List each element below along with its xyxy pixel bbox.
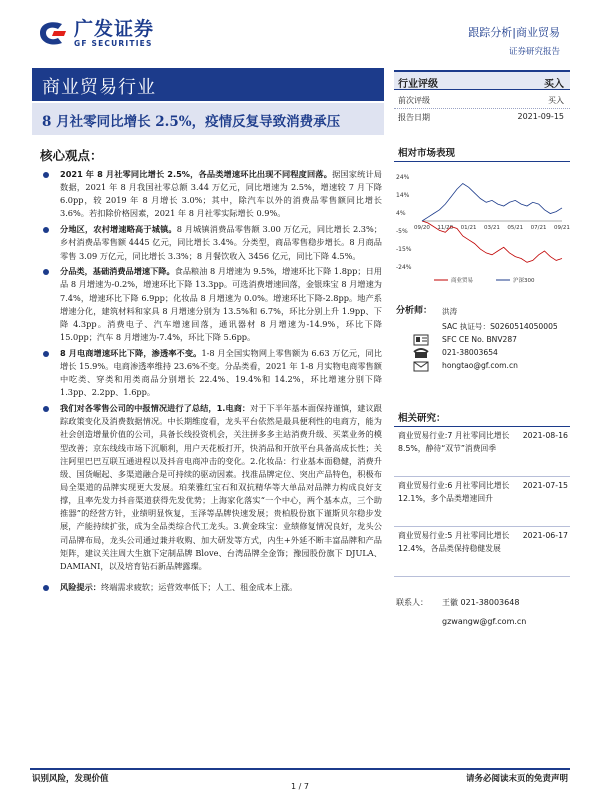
related-research-item[interactable] <box>394 527 570 577</box>
chart-svg <box>394 168 570 290</box>
bullet-lead: 8 月电商增速环比下降，渗透率不变。 <box>60 347 202 358</box>
contact-label: 联系人： <box>396 598 428 607</box>
related-research-item[interactable] <box>394 477 570 527</box>
logo-en: GF SECURITIES <box>74 38 153 48</box>
report-type-tags: 跟踪分析|商业贸易 <box>468 26 560 39</box>
y-tick-label: 14% <box>396 192 410 199</box>
bullet-item <box>38 581 382 594</box>
logo-cn: 广发证券 <box>74 17 155 40</box>
analyst-phone-row <box>394 346 570 359</box>
series-line-1 <box>422 184 562 222</box>
industry-banner <box>32 68 384 101</box>
bullet-text: 8 月城镇消费品零售额 3.00 万亿元，同比增长 2.3%；乡村消费品零售额 4445 亿元，同比增长 3.4%。分类型，商品零售稳步增长。8 月商品零售 3.09 万亿元，同比增长 3.3%；8 月餐饮收入 3456 亿元，同比下降 4.5%。 <box>60 224 382 261</box>
x-tick-label: 09/20 <box>414 225 430 231</box>
bullet-item <box>38 223 382 262</box>
analyst-name-row <box>394 305 570 320</box>
bullet-text: 食品粮油 8 月增速为 9.5%，增速环比下降 1.8pp；日用品 8 月增速为-0.2%，增速环比下降 13.3pp。可选消费增速回落，金银珠宝 8 月增速为 7.4%，增速环比下降 6.9pp；化妆品 8 月增速为 0.0%。增速环比下降-2.8pp。地产系增速分化，建筑材料和家具 8 月增速分别为 13.5%和 6.7%，环比分别上升 1.9pp、下降 4.3pp。消费电子、汽车增速回落，通讯器材 8 月增速为-14.9%，环比下降 15.0pp；汽车 8 月增速为-7.4%，环比下降 5.6pp。 <box>60 266 382 343</box>
bullet-text: 据国家统计局数据，2021 年 8 月我国社零总额 3.44 万亿元，同比增速为 2.5%，增速较 7 月下降 6.0pp，较 2019 年 8 月增长 3.0%；其中，除汽车以外的消费品零售额同比增长 3.6%。若扣除价格因素，2021 年 8 月社零实际增长 0.9%。 <box>60 169 382 219</box>
rating-label: 行业评级 <box>398 79 438 90</box>
related-research-table <box>394 426 570 577</box>
bullet-dot-icon <box>43 269 49 275</box>
bullet-lead: 风险提示： <box>60 582 101 593</box>
bullet-dot-icon <box>43 406 49 412</box>
x-tick-label: 01/21 <box>460 225 477 231</box>
bullet-dot-icon <box>43 172 49 178</box>
related-research-text: 商业贸易行业:5 月社零同比增长 12.4%，各品类保持稳健发展 <box>398 531 510 553</box>
contact-phone: 王徽 021-38003648 <box>442 598 520 607</box>
bullet-lead: 2021 年 8 月社零同比增长 2.5%，各品类增速环比出现不同程度回落。 <box>60 169 333 179</box>
contact-block <box>394 593 570 631</box>
analyst-email-row <box>394 359 570 372</box>
core-views-list <box>38 168 382 597</box>
bullet-item <box>38 347 382 400</box>
header-right <box>468 24 560 57</box>
legend-label: 商业贸易 <box>451 278 474 284</box>
bullet-item <box>38 402 382 573</box>
rating-value: 买入 <box>544 79 564 90</box>
y-tick-label: -15% <box>396 246 412 253</box>
analyst-name: 洪涛 <box>442 307 458 316</box>
bullet-dot-icon <box>43 585 49 591</box>
legend-label: 沪深300 <box>513 278 535 284</box>
company-logo <box>36 18 154 48</box>
analyst-block <box>394 305 570 372</box>
analyst-sac-row <box>394 320 570 333</box>
chart-title: 相对市场表现 <box>394 145 570 162</box>
rating-header <box>394 70 570 90</box>
x-tick-label: 07/21 <box>530 225 547 231</box>
bullet-dot-icon <box>43 227 49 233</box>
y-tick-label: 4% <box>396 210 406 217</box>
x-tick-label: 11/20 <box>437 225 454 231</box>
footer-slogan: 识别风险，发现价值 <box>32 774 109 784</box>
y-tick-label: -5% <box>396 228 408 235</box>
contact-email[interactable]: gzwangw@gf.com.cn <box>442 617 527 626</box>
analyst-label: 分析师： <box>396 306 433 316</box>
footer-divider <box>30 768 570 770</box>
related-research-text: 商业贸易行业:7 月社零同比增长 8.5%，静待“双节”消费回季 <box>398 431 510 453</box>
page-number: 1 / 7 <box>291 782 309 791</box>
id-card-icon <box>413 334 429 346</box>
report-date-value: 2021-09-15 <box>517 112 564 121</box>
analyst-sfc: SFC CE No. BNV287 <box>442 335 518 344</box>
report-headline: 8 月社零同比增长 2.5%，疫情反复导致消费承压 <box>42 114 341 130</box>
headline-banner <box>32 103 384 135</box>
footer-disclaimer: 请务必阅读末页的免责声明 <box>465 774 568 784</box>
previous-rating-label: 前次评级 <box>398 96 430 105</box>
bullet-dot-icon <box>43 351 49 357</box>
related-research-date: 2021-07-15 <box>522 481 568 490</box>
bullet-text: 对于下半年基本面保持谨慎，建议跟踪政策变化及消费数据情况。中长期维度看，龙头平台依然是最具便利性的电商方，能为社会创造增量价值的公司，具备长线投资机会，关注拼多多主站消费升级、买菜业务的模型改善；京东线线市场下沉顺利，用户天花板打开，快消品和开放平台具备高成长性；关注阿里巴巴互联互通进程以及抖音电商冲击的变化。2.化妆品：行业基本面稳健，消费升级、国货崛起、多渠道融合是可持续的驱动因素。找准品牌定位、突出产品特色，积极布局全渠道的品牌实现更大发展。珀莱雅红宝石和双抗精华等大单品对品牌力构成良好支撑，且率先发力抖音渠道获得先发优势；上海家化落实“一个中心，两个基本点，三个助推器”的经营方针，业绩明显恢复，玉泽等品牌快速发展；贵柏股份旗下谨斯贝尔稳步发展，产能持续扩张，成为全品类综合代工龙头。3.黄金珠宝：业绩修复情况良好，龙头公司品牌布局，龙头公司通过兼并收购、加大研发等方式，内生+外延不断丰富品牌和产品矩阵，建议关注周大生旗下定制品牌 Blove、台湾品牌全金饰；豫园股份旗下 DJULA、DAMIANI，以及培育钻石新品牌露璨。 <box>60 403 382 571</box>
analyst-sfc-row <box>394 333 570 346</box>
analyst-sac: SAC 执证号：S0260514050005 <box>442 322 558 331</box>
related-research-text: 商业贸易行业:6 月社零同比增长 12.1%，多个品类增速回升 <box>398 481 510 503</box>
x-tick-label: 09/21 <box>554 225 570 231</box>
y-tick-label: 24% <box>396 174 410 181</box>
bullet-lead: 分品类，基础消费品增速下降。 <box>60 266 175 277</box>
phone-icon <box>413 347 429 359</box>
y-tick-label: -24% <box>396 264 412 271</box>
bullet-text: 终端需求疲软；运营效率低下；人工、租金成本上涨。 <box>100 582 298 593</box>
x-tick-label: 03/21 <box>484 225 500 231</box>
divider <box>394 108 570 109</box>
bullet-item <box>38 168 382 221</box>
x-tick-label: 05/21 <box>507 225 524 231</box>
core-views-heading: 核心观点： <box>40 148 103 163</box>
industry-title: 商业贸易行业 <box>42 77 156 98</box>
previous-rating-value: 买入 <box>548 96 564 105</box>
related-research-title: 相关研究： <box>394 410 570 427</box>
bullet-lead: 分地区，农村增速略高于城镇。 <box>60 224 177 235</box>
bullet-item <box>38 265 382 344</box>
analyst-email[interactable]: hongtao@gf.com.cn <box>442 361 518 370</box>
email-icon <box>413 360 429 372</box>
relative-performance-chart <box>394 168 570 290</box>
bullet-text: 1-8 月全国实物网上零售额为 6.63 万亿元，同比增长 15.9%。电商渗透率维持 23.6%不变。分品类看，2021 年 1-8 月实物电商零售额中吃类、穿类和用类商品分别增长 22.4%、19.4%和 14.2%，环比增速分别下降 1.3pp、2.2pp、1.6pp。 <box>60 347 382 398</box>
report-date-label: 报告日期 <box>398 113 430 122</box>
related-research-date: 2021-08-16 <box>522 431 568 440</box>
related-research-date: 2021-06-17 <box>522 531 568 540</box>
analyst-phone: 021-38003654 <box>442 348 498 357</box>
related-research-item[interactable] <box>394 427 570 477</box>
logo-mark-icon <box>36 18 70 48</box>
bullet-lead: 我们对各零售公司的中报情况进行了总结，1.电商： <box>60 403 251 414</box>
report-category: 证券研究报告 <box>508 47 560 57</box>
